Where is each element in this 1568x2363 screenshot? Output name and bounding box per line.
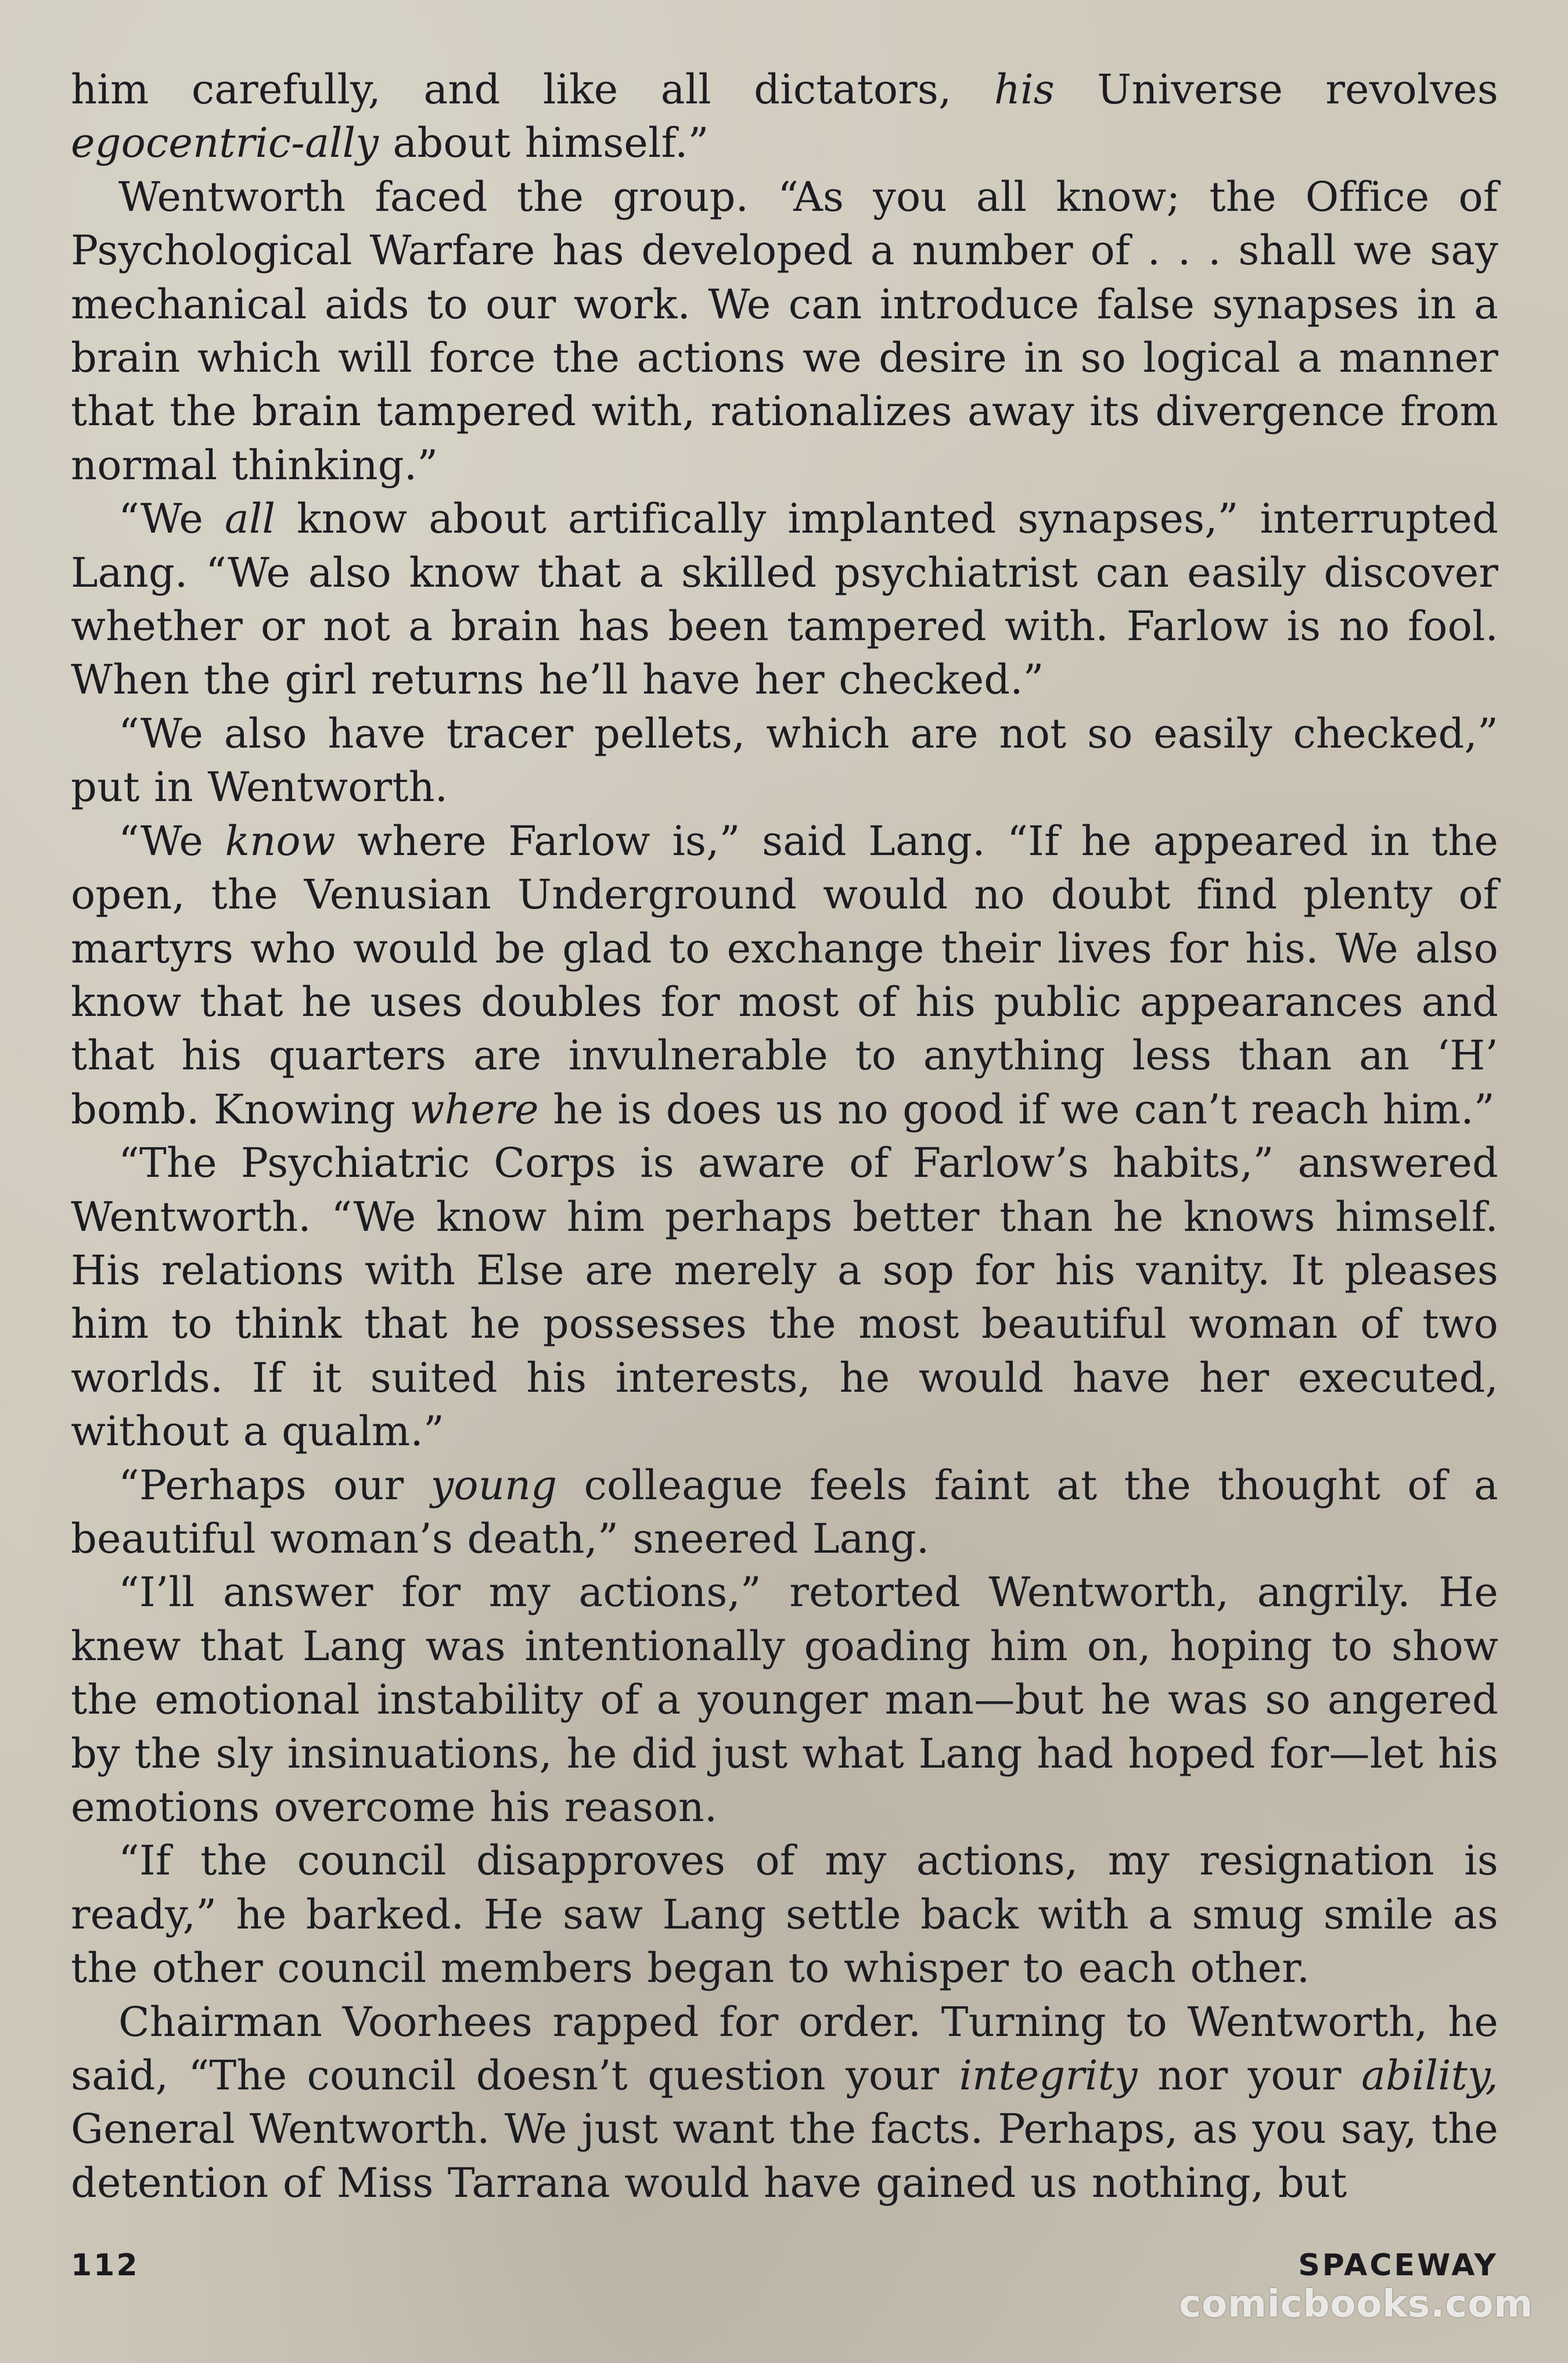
paragraph (71, 1565, 1498, 1834)
text-run: Universe revolves (1054, 66, 1498, 113)
text-run: him carefully, and like all dictators, (71, 66, 994, 113)
paragraph (71, 1834, 1498, 1995)
paragraph (71, 1136, 1498, 1458)
paragraph (71, 1995, 1498, 2210)
text-run: about himself.” (378, 119, 709, 167)
italic-text: know (225, 817, 336, 865)
italic-text: his (994, 66, 1055, 113)
text-run: “If the council disapproves of my actions, my resignation is ready,” he barked. He saw Lang settle back with a smug smile as the other council members began to whisper to each other. (71, 1837, 1498, 1992)
paragraph (71, 492, 1498, 707)
story-text (71, 63, 1498, 2210)
text-run: where Farlow is,” said Lang. “If he appeared in the open, the Venusian Underground would no doubt find plenty of martyrs who would be glad to exchange their lives for his. We also know that he uses doubles for most of his public appearances and that his quarters are invulnerable to anything less than an ‘H’ bomb. Knowing (71, 817, 1499, 1133)
paragraph (71, 63, 1498, 170)
paragraph (71, 707, 1498, 814)
text-run: Chairman Voorhees rapped for order. Turning to Wentworth, he said, “The council doesn’t question your (71, 1998, 1498, 2100)
text-run: “The Psychiatric Corps is aware of Farlow’s habits,” answered Wentworth. “We know him perhaps better than he knows himself. His relations with Else are merely a sop for his vanity. It pleases him to think that he possesses the most beautiful woman of two worlds. If it suited his interests, he would have her executed, without a qualm.” (71, 1139, 1498, 1456)
text-run: “We (118, 495, 225, 543)
text-run: General Wentworth. We just want the facts. Perhaps, as you say, the detention of Miss Tarrana would have gained us nothing, but (71, 2105, 1498, 2207)
text-run: “Perhaps our (118, 1461, 431, 1509)
text-run: he is does us no good if we can’t reach him.” (538, 1085, 1495, 1133)
text-run: “We (118, 817, 225, 865)
paragraph (71, 814, 1498, 1136)
text-run: “We also have tracer pellets, which are not so easily checked,” put in Wentworth. (71, 709, 1498, 811)
paragraph (71, 1459, 1498, 1566)
italic-text: egocentric-ally (71, 119, 379, 167)
text-run: Wentworth faced the group. “As you all know; the Office of Psychological Warfare has developed a number of . . . shall we say mechanical aids to our work. We can introduce false synapses in a brain which will force the actions we desire in so logical a manner that the brain tampered with, rationalizes away its divergence from normal thinking.” (71, 173, 1498, 489)
italic-text: ability, (1361, 2052, 1498, 2100)
text-run: “I’ll answer for my actions,” retorted Wentworth, angrily. He knew that Lang was intentionally goading him on, hoping to show the emotional instability of a younger man—but he was so angered by the sly insinuations, he did just what Lang had hoped for—let his emotions overcome his reason. (71, 1568, 1498, 1831)
text-run: nor your (1137, 2052, 1362, 2100)
italic-text: all (224, 495, 276, 543)
page-number: 112 (71, 2248, 139, 2283)
paragraph (71, 170, 1498, 492)
text-run: colleague feels faint at the thought of a beautiful woman’s death,” sneered Lang. (71, 1461, 1498, 1563)
running-title: SPACEWAY (1298, 2248, 1498, 2283)
italic-text: where (409, 1085, 539, 1133)
text-run: know about artifically implanted synapses,” interrupted Lang. “We also know that a skilled psychiatrist can easily discover whether or not a brain has been tampered with. Farlow is no fool. When the girl returns he’ll have her checked.” (71, 495, 1498, 704)
watermark: comicbooks.com (1179, 2283, 1533, 2326)
italic-text: young (430, 1461, 558, 1509)
italic-text: integrity (959, 2052, 1138, 2100)
